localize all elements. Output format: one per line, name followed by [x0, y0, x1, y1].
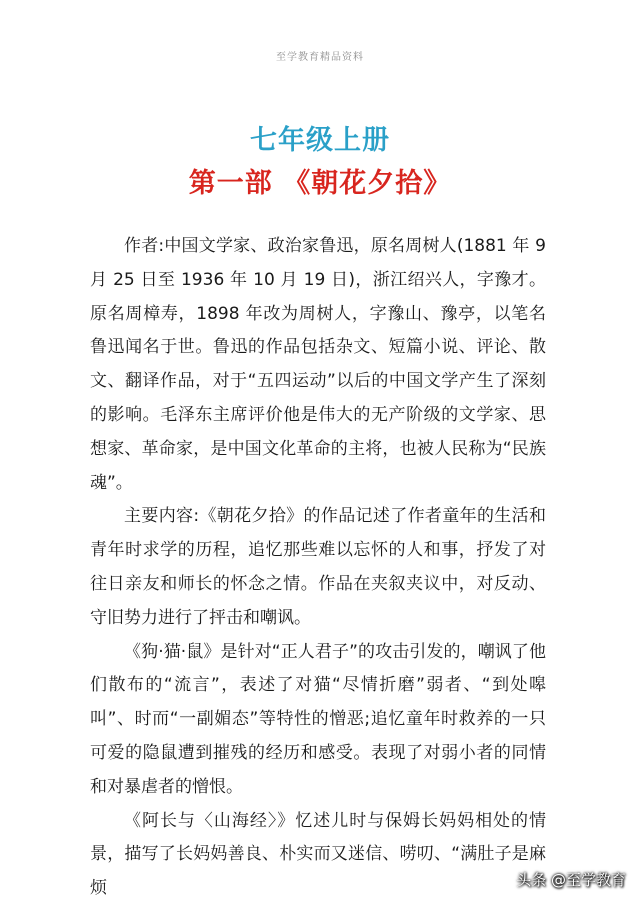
document-body	[90, 230, 546, 906]
paragraph-main-content: 主要内容:《朝花夕拾》的作品记述了作者童年的生活和青年时求学的历程，追忆那些难以忘怀的人和事，抒发了对往日亲友和师长的怀念之情。作品在夹叙夹议中，对反动、守旧势力进行了抨击和嘲讽。	[90, 506, 546, 628]
header-watermark: 至学教育精品资料	[276, 52, 364, 63]
section-title: 第一部 《朝花夕拾》	[188, 168, 452, 199]
paragraph-author: 作者:中国文学家、政治家鲁迅，原名周树人(1881 年 9 月 25 日至 1936 年 10 月 19 日)，浙江绍兴人，字豫才。原名周樟寿，1898 年改为周树人，字豫山、豫亭，以笔名鲁迅闻名于世。鲁迅的作品包括杂文、短篇小说、评论、散文、翻译作品，对于“五四运动”以后的中国文学产生了深刻的影响。毛泽东主席评价他是伟大的无产阶级的文学家、思想家、革命家，是中国文化革命的主将，也被人民称为“民族魂”。	[90, 236, 546, 493]
footer-watermark: 头条 @至学教育	[516, 871, 626, 889]
grade-title: 七年级上册	[250, 125, 390, 156]
paragraph-dog-cat-mouse: 《狗·猫·鼠》是针对“正人君子”的攻击引发的，嘲讽了他们散布的“流言”，表述了对猫“尽情折磨”弱者、“到处嗥叫”、时而“一副媚态”等特性的憎恶;追忆童年时救养的一只可爱的隐鼠遭到摧残的经历和感受。表现了对弱小者的同情和对暴虐者的憎恨。	[90, 641, 546, 797]
paragraph-ah-chang: 《阿长与〈山海经〉》忆述儿时与保姆长妈妈相处的情景，描写了长妈妈善良、朴实而又迷信、唠叨、“满肚子是麻烦	[90, 810, 546, 899]
